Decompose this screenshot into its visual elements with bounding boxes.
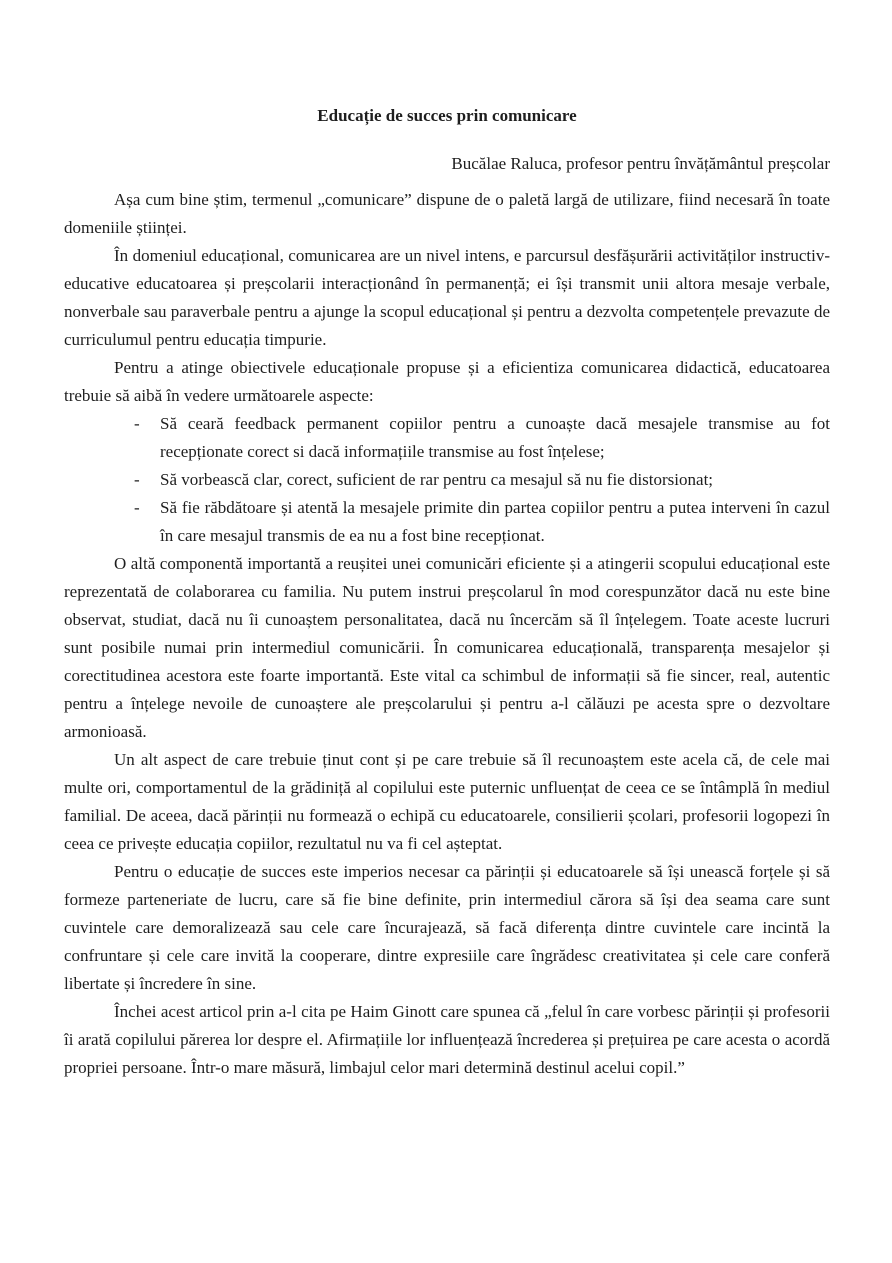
aspects-bullet-list xyxy=(64,410,830,550)
paragraph-objectives-lead-in: Pentru a atinge obiectivele educaționale propuse și a eficientiza comunicarea didactică, educatoarea trebuie să aibă în vedere următoarele aspecte: xyxy=(64,358,830,405)
hyphen-bullet-marker: - xyxy=(134,470,140,489)
paragraph-intro: Așa cum bine știm, termenul „comunicare” dispune de o paletă largă de utilizare, fiind necesară în toate domeniile științei. xyxy=(64,190,830,237)
list-item xyxy=(64,410,830,466)
paragraph-family-collaboration: O altă componentă importantă a reușitei unei comunicări eficiente și a atingerii scopului educațional este reprezentată de colaborarea cu familia. Nu putem instrui preșcolarul în mod corespunzător dacă nu este bine observat, studiat, dacă nu îi cunoaștem personalitatea, dacă nu încercăm să îl înțelegem. Toate aceste lucruri sunt posibile numai prin intermediul comunicării. În comunicarea educațională, transparența mesajelor și corectitudinea acestora este foarte importantă. Este vital ca schimbul de informații să fie sincer, real, autentic pentru a înțelege nevoile de cunoaștere ale preșcolarului și pentru a-l călăuzi pe acesta spre o dezvoltare armonioasă. xyxy=(64,554,830,741)
paragraph-partnerships: Pentru o educație de succes este imperios necesar ca părinții și educatoarele să își unească forțele și să formeze parteneriate de lucru, care să fie bine definite, prin intermediul cărora să își dea seama care sunt cuvintele care demoralizează sau cele care încurajează, să facă diferența dintre cuvintele care incintă la confruntare și cele care invită la cooperare, dintre expresiile care îngrădesc creativitatea și cele care conferă libertate și încredere în sine. xyxy=(64,862,830,993)
list-item xyxy=(64,494,830,550)
list-item-text: Să fie răbdătoare și atentă la mesajele primite din partea copiilor pentru a putea interveni în cazul în care mesajul transmis de ea nu a fost bine recepționat. xyxy=(160,498,830,545)
hyphen-bullet-marker: - xyxy=(134,498,140,517)
hyphen-bullet-marker: - xyxy=(134,414,140,433)
paragraph-educational-domain: În domeniul educațional, comunicarea are un nivel intens, e parcursul desfășurării activităților instructiv-educative educatoarea și preșcolarii interacționând în permanență; ei își transmit unii altora mesaje verbale, nonverbale sau paraverbale pentru a ajunge la scopul educațional și pentru a dezvolta competențele prevazute de curriculumul pentru educația timpurie. xyxy=(64,246,830,349)
paragraph-family-environment: Un alt aspect de care trebuie ținut cont și pe care trebuie să îl recunoaștem este acela că, de cele mai multe ori, comportamentul de la grădiniță al copilului este puternic unfluențat de ceea ce se întâmplă în mediul familial. De aceea, dacă părinții nu formează o echipă cu educatoarele, consilierii școlari, profesorii logopezi în ceea ce privește educația copiilor, rezultatul nu va fi cel așteptat. xyxy=(64,750,830,853)
list-item-text: Să vorbească clar, corect, suficient de rar pentru ca mesajul să nu fie distorsionat; xyxy=(160,470,714,489)
author-byline: Bucălae Raluca, profesor pentru învățământul preșcolar xyxy=(451,154,830,173)
document-title: Educație de succes prin comunicare xyxy=(317,106,577,125)
paragraph-conclusion-quote: Închei acest articol prin a-l cita pe Haim Ginott care spunea că „felul în care vorbesc părinții și profesorii îi arată copilului părerea lor despre el. Afirmațiile lor influențează încrederea și prețuirea pe care acesta o acordă propriei persoane. Într-o mare măsură, limbajul celor mari determină destinul acelui copil.” xyxy=(64,1002,830,1077)
list-item-text: Să ceară feedback permanent copiilor pentru a cunoaște dacă mesajele transmise au fot recepționate corect si dacă informațiile transmise au fost înțelese; xyxy=(160,414,830,461)
list-item xyxy=(64,466,830,494)
